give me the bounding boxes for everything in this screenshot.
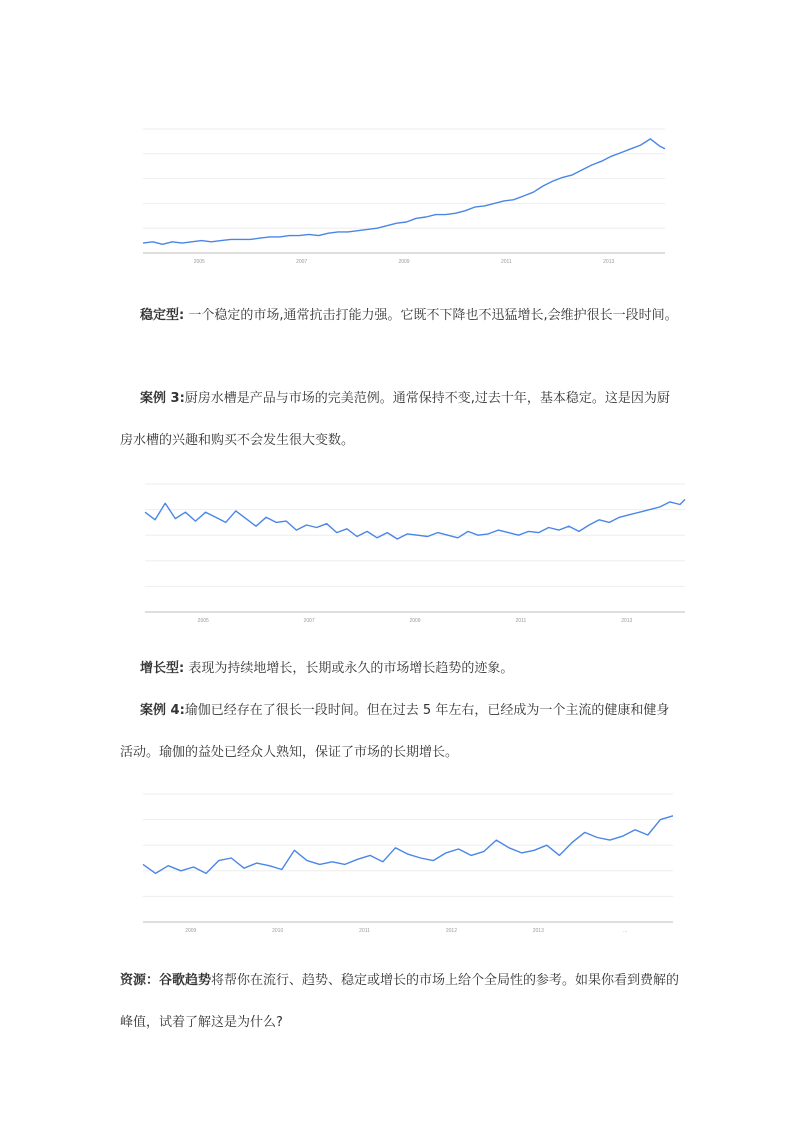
trend-chart-1-svg	[143, 125, 665, 267]
chart-2-tick-label: 2009	[409, 618, 421, 624]
trend-chart-3-svg	[143, 790, 673, 936]
chart-2-series-line	[145, 499, 685, 539]
paragraph-case-4	[120, 690, 680, 774]
paragraph-stable-type	[120, 295, 680, 337]
trend-chart-2-svg	[145, 480, 685, 626]
chart-1-tick-label: 2007	[296, 259, 308, 265]
case-3-text: 厨房水槽是产品与市场的完美范例。通常保持不变,过去十年，基本稳定。这是因为厨房水槽的兴趣和购买不会发生很大变数。	[120, 391, 670, 448]
chart-3-tick-label: 2012	[445, 928, 458, 934]
stable-type-label: 稳定型:	[140, 308, 185, 323]
chart-3-tick-label: 2009	[185, 928, 197, 934]
chart-3-tick-label: 2010	[272, 928, 284, 934]
chart-1-tick-label: 2005	[193, 259, 205, 265]
trend-chart-1	[143, 125, 665, 267]
chart-2-tick-label: 2007	[303, 618, 315, 624]
case-4-text: 瑜伽已经存在了很长一段时间。但在过去 5 年左右，已经成为一个主流的健康和健身活动。瑜伽的益处已经众人熟知，保证了市场的长期增长。	[120, 703, 670, 760]
chart-1-tick-label: 2009	[398, 259, 410, 265]
resource-text: 将帮你在流行、趋势、稳定或增长的市场上给个全局性的参考。如果你看到费解的峰值，试着了解这是为什么?	[120, 973, 680, 1030]
chart-1-tick-label: 2011	[500, 259, 512, 265]
trend-chart-3	[143, 790, 673, 936]
paragraph-resource	[120, 960, 680, 1044]
chart-1-tick-label: 2013	[603, 259, 615, 265]
chart-3-tick-label: 2013	[532, 928, 544, 934]
chart-3-tick-label: ...	[623, 928, 628, 934]
case-4-label: 案例 4:	[140, 703, 185, 718]
growth-type-label: 增长型:	[140, 661, 185, 676]
chart-2-tick-label: 2013	[621, 618, 633, 624]
paragraph-growth-type	[120, 648, 680, 690]
growth-type-text: 表现为持续地增长，长期或永久的市场增长趋势的迹象。	[184, 661, 514, 676]
case-3-label: 案例 3:	[140, 391, 185, 406]
chart-3-tick-label: 2011	[359, 928, 370, 934]
chart-2-tick-label: 2005	[197, 618, 209, 624]
chart-2-tick-label: 2011	[515, 618, 527, 624]
resource-label: 资源：谷歌趋势	[120, 973, 212, 988]
trend-chart-2	[145, 480, 685, 626]
paragraph-case-3	[120, 378, 680, 462]
stable-type-text: 一个稳定的市场,通常抗击打能力强。它既不下降也不迅猛增长,会维护很长一段时间。	[184, 308, 678, 323]
chart-3-series-line	[143, 816, 673, 874]
